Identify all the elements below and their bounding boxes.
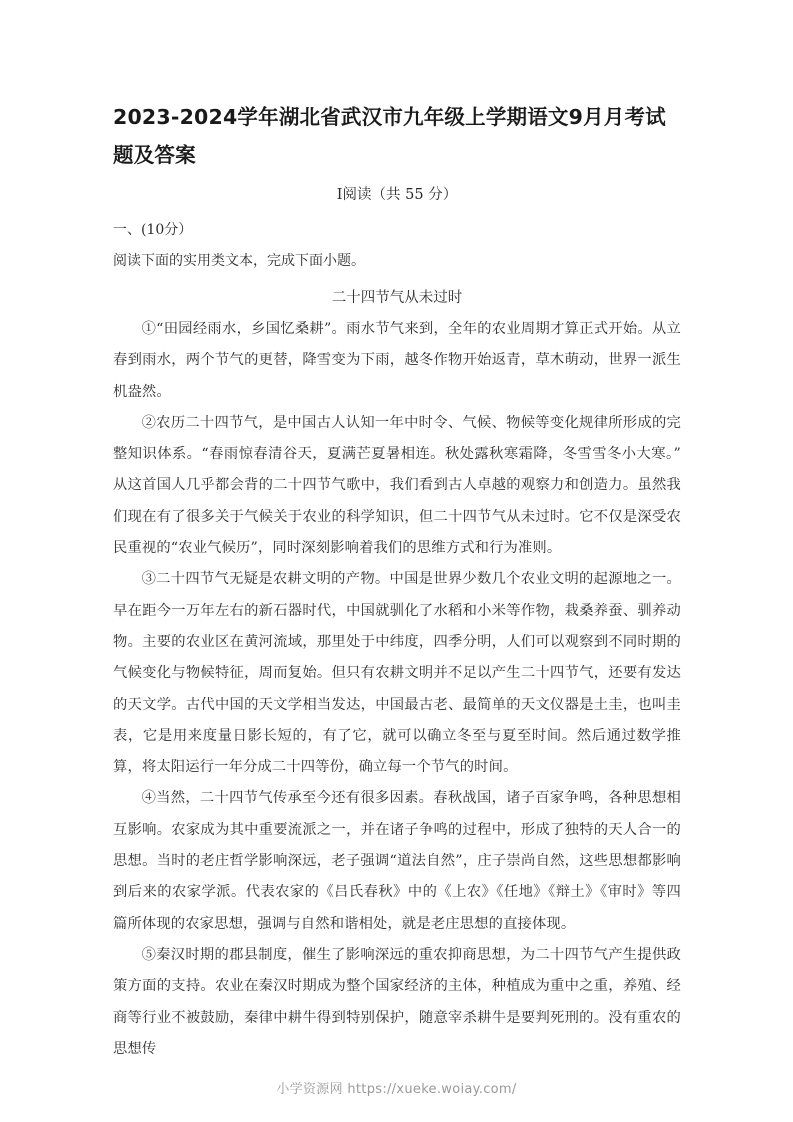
reading-instruction: 阅读下面的实用类文本，完成下面小题。 <box>113 253 365 269</box>
document-content <box>113 98 681 1065</box>
footer-watermark <box>0 1078 793 1097</box>
article-title: 二十四节气从未过时 <box>331 290 463 306</box>
footer-url: https://xueke.woiay.com/ <box>347 1082 517 1097</box>
part-label: 一、(10分） <box>113 222 193 238</box>
section-heading: Ⅰ阅读（共 55 分） <box>336 187 458 203</box>
footer-site-name: 小学资源网 <box>276 1082 343 1097</box>
article-paragraph: ①“田园经雨水，乡国忆桑耕”。雨水节气来到，全年的农业周期才算正式开始。从立春到雨水，两个节气的更替，降雪变为下雨，越冬作物开始返青，草木萌动，世界一派生机盎然。 <box>113 321 681 400</box>
article-paragraph: ②农历二十四节气，是中国古人认知一年中时令、气候、物候等变化规律所形成的完整知识体系。“春雨惊春清谷天，夏满芒夏暑相连。秋处露秋寒霜降，冬雪雪冬小大寒。”从这首国人几乎都会背的二十四节气歌中，我们看到古人卓越的观察力和创造力。虽然我们现在有了很多关于气候关于农业的科学知识，但二十四节气从未过时。它不仅是深受农民重视的“农业气候历”，同时深刻影响着我们的思维方式和行为准则。 <box>113 414 681 557</box>
article-paragraph: ④当然，二十四节气传承至今还有很多因素。春秋战国，诸子百家争鸣，各种思想相互影响。农家成为其中重要流派之一，并在诸子争鸣的过程中，形成了独特的天人合一的思想。当时的老庄哲学影响深远，老子强调“道法自然”，庄子崇尚自然，这些思想都影响到后来的农家学派。代表农家的《吕氏春秋》中的《上农》《任地》《辩土》《审时》等四篇所体现的农家思想，强调与自然和谐相处，就是老庄思想的直接体现。 <box>113 790 681 932</box>
article-paragraph: ③二十四节气无疑是农耕文明的产物。中国是世界少数几个农业文明的起源地之一。早在距今一万年左右的新石器时代，中国就驯化了水稻和小米等作物，栽桑养蚕、驯养动物。主要的农业区在黄河流域，那里处于中纬度，四季分明，人们可以观察到不同时期的气候变化与物候特征，周而复始。但只有农耕文明并不足以产生二十四节气，还要有发达的天文学。古代中国的天文学相当发达，中国最古老、最简单的天文仪器是土圭，也叫圭表，它是用来度量日影长短的，有了它，就可以确立冬至与夏至时间。然后通过数学推算，将太阳运行一年分成二十四等份，确立每一个节气的时间。 <box>113 571 681 776</box>
article-paragraph: ⑤秦汉时期的郡县制度，催生了影响深远的重农抑商思想，为二十四节气产生提供政策方面的支持。农业在秦汉时期成为整个国家经济的主体，种植成为重中之重，养殖、经商等行业不被鼓励，秦律中耕牛得到特别保护，随意宰杀耕牛是要判死刑的。没有重农的思想传 <box>113 946 681 1057</box>
page-title: 2023-2024学年湖北省武汉市九年级上学期语文9月月考试题及答案 <box>113 105 666 167</box>
